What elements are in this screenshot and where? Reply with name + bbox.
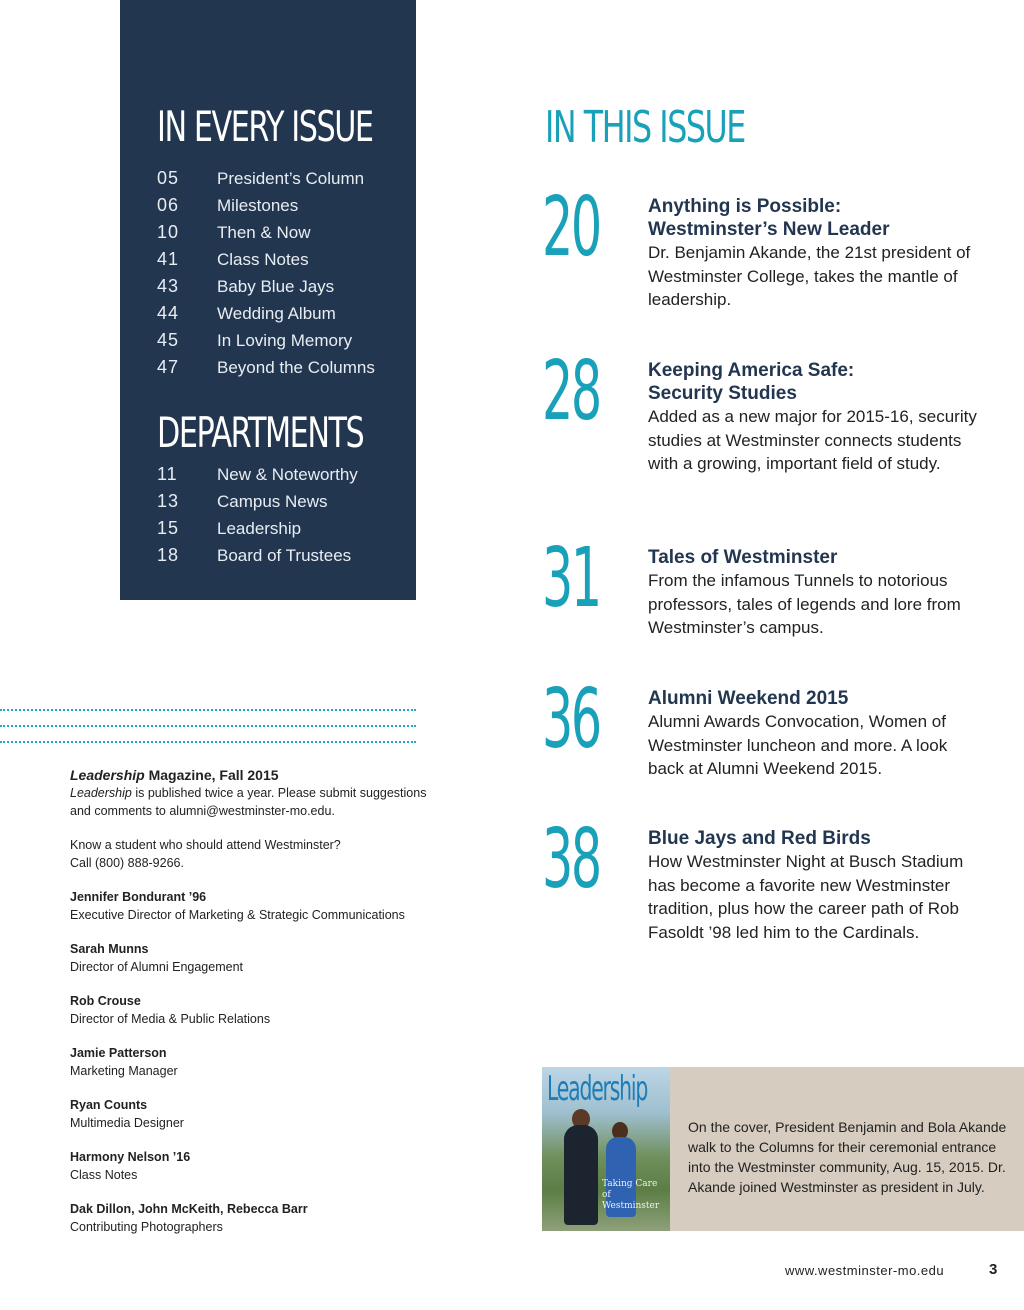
- page-number: 3: [989, 1261, 998, 1278]
- staff-name: Jennifer Bondurant ’96: [70, 890, 207, 904]
- article-body: [648, 827, 978, 944]
- article-description: Added as a new major for 2015-16, security studies at Westminster connects students with a growing, important field of study.: [648, 407, 977, 473]
- article-body: [648, 687, 978, 781]
- staff-name: Dak Dillon, John McKeith, Rebecca Barr: [70, 1202, 308, 1216]
- in-every-issue-list: [157, 165, 407, 381]
- toc-page-number: 45: [157, 330, 180, 350]
- cover-caption-box: [542, 1067, 1024, 1231]
- staff-role: Director of Alumni Engagement: [70, 960, 244, 974]
- toc-item[interactable]: [157, 273, 407, 300]
- toc-item[interactable]: [157, 515, 407, 542]
- toc-item[interactable]: [157, 461, 407, 488]
- article-body: [648, 546, 978, 640]
- staff-role: Class Notes: [70, 1168, 138, 1182]
- article-page-number: 36: [542, 672, 600, 767]
- publication-note: [70, 784, 430, 820]
- article-title: Tales of Westminster: [648, 547, 838, 568]
- article-body: [648, 195, 978, 312]
- magazine-name: Leadership: [70, 767, 145, 783]
- toc-item[interactable]: [157, 488, 407, 515]
- staff-name: Rob Crouse: [70, 994, 141, 1008]
- in-this-issue-heading: IN THIS ISSUE: [545, 102, 745, 153]
- toc-page-number: 15: [157, 518, 180, 538]
- toc-item[interactable]: [157, 327, 407, 354]
- footer-website-link[interactable]: www.westminster-mo.edu: [785, 1263, 945, 1278]
- article-page-number: 38: [542, 812, 600, 907]
- toc-page-number: 11: [157, 464, 178, 484]
- toc-page-number: 41: [157, 249, 180, 269]
- staff-member: [70, 940, 430, 992]
- toc-title: Wedding Album: [217, 303, 336, 323]
- toc-page-number: 18: [157, 545, 180, 565]
- dotted-divider: [0, 725, 416, 727]
- in-every-issue-heading: IN EVERY ISSUE: [157, 102, 373, 151]
- cover-person: [564, 1125, 598, 1225]
- staff-list: [70, 888, 430, 1252]
- article-page-number: 31: [542, 531, 600, 626]
- article-description: From the infamous Tunnels to notorious professors, tales of legends and lore from Westminster’s campus.: [648, 571, 961, 637]
- toc-title: Leadership: [217, 518, 302, 538]
- article-title: Blue Jays and Red Birds: [648, 828, 871, 849]
- article-title: Alumni Weekend 2015: [648, 688, 849, 709]
- toc-title: In Loving Memory: [217, 330, 353, 350]
- staff-name: Harmony Nelson ’16: [70, 1150, 191, 1164]
- staff-name: Sarah Munns: [70, 942, 149, 956]
- admissions-prompt: Know a student who should attend Westminster?: [70, 838, 341, 852]
- publication-note-text: is published twice a year. Please submit suggestions and comments to alumni@westminster-mo.edu.: [70, 786, 427, 818]
- article-page-number: 20: [542, 180, 600, 275]
- departments-list: [157, 461, 407, 569]
- masthead-title: [70, 766, 430, 784]
- staff-member: [70, 1096, 430, 1148]
- toc-item[interactable]: [157, 246, 407, 273]
- article-title: Anything is Possible:: [648, 196, 842, 217]
- cover-tagline: Taking Care of Westminster: [602, 1179, 660, 1211]
- toc-title: Campus News: [217, 491, 328, 511]
- toc-title: New & Noteworthy: [217, 464, 358, 484]
- article-title: Security Studies: [648, 383, 797, 404]
- toc-item[interactable]: [157, 219, 407, 246]
- toc-page-number: 05: [157, 168, 180, 188]
- in-every-issue-panel: [120, 0, 416, 600]
- dotted-divider: [0, 741, 416, 743]
- toc-item[interactable]: [157, 192, 407, 219]
- staff-role: Director of Media & Public Relations: [70, 1012, 271, 1026]
- dotted-divider: [0, 709, 416, 711]
- staff-role: Executive Director of Marketing & Strategic Communications: [70, 908, 405, 922]
- admissions-phone[interactable]: Call (800) 888-9266.: [70, 856, 184, 870]
- toc-item[interactable]: [157, 542, 407, 569]
- toc-title: Then & Now: [217, 222, 311, 242]
- toc-title: Beyond the Columns: [217, 357, 375, 377]
- cover-logo: Leadership: [547, 1069, 648, 1109]
- toc-title: President’s Column: [217, 168, 365, 188]
- toc-page-number: 43: [157, 276, 180, 296]
- staff-member: [70, 1200, 430, 1252]
- toc-title: Baby Blue Jays: [217, 276, 335, 296]
- staff-name: Ryan Counts: [70, 1098, 148, 1112]
- article-title: Westminster’s New Leader: [648, 219, 890, 240]
- masthead-title-rest: Magazine, Fall 2015: [144, 767, 279, 783]
- toc-page-number: 10: [157, 222, 180, 242]
- toc-title: Board of Trustees: [217, 545, 352, 565]
- article-description: Dr. Benjamin Akande, the 21st president of Westminster College, takes the mantle of leadership.: [648, 243, 971, 309]
- staff-member: [70, 888, 430, 940]
- toc-item[interactable]: [157, 354, 407, 381]
- staff-member: [70, 1148, 430, 1200]
- toc-page-number: 13: [157, 491, 180, 511]
- staff-name: Jamie Patterson: [70, 1046, 167, 1060]
- toc-page-number: 44: [157, 303, 180, 323]
- cover-caption: On the cover, President Benjamin and Bola Akande walk to the Columns for their ceremonial entrance into the Westminster community, Aug. 15, 2015. Dr. Akande joined Westminster as president in July.: [688, 1119, 1007, 1195]
- staff-role: Multimedia Designer: [70, 1116, 184, 1130]
- toc-page-number: 47: [157, 357, 180, 377]
- toc-item[interactable]: [157, 300, 407, 327]
- departments-heading: DEPARTMENTS: [157, 408, 364, 457]
- article-body: [648, 359, 978, 476]
- article-description: How Westminster Night at Busch Stadium has become a favorite new Westminster tradition, plus how the career path of Rob Fasoldt ’98 led him to the Cardinals.: [648, 852, 964, 942]
- toc-page-number: 06: [157, 195, 180, 215]
- staff-member: [70, 1044, 430, 1096]
- cover-thumbnail[interactable]: [542, 1067, 670, 1231]
- staff-role: Contributing Photographers: [70, 1220, 223, 1234]
- article-title: Keeping America Safe:: [648, 360, 855, 381]
- article-description: Alumni Awards Convocation, Women of Westminster luncheon and more. A look back at Alumni Weekend 2015.: [648, 712, 948, 778]
- magazine-name: Leadership: [70, 786, 132, 800]
- staff-role: Marketing Manager: [70, 1064, 178, 1078]
- toc-item[interactable]: [157, 165, 407, 192]
- masthead: [70, 766, 430, 1252]
- article-page-number: 28: [542, 344, 600, 439]
- toc-title: Class Notes: [217, 249, 309, 269]
- toc-title: Milestones: [217, 195, 299, 215]
- staff-member: [70, 992, 430, 1044]
